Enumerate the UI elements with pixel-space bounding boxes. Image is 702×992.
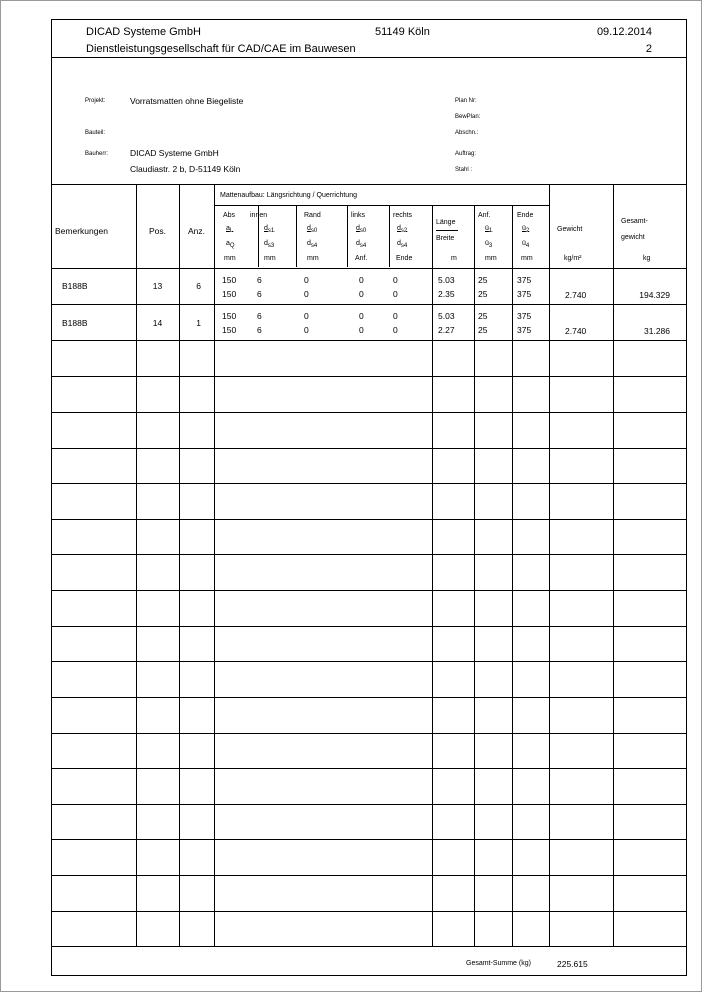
row-rand-1: 0 — [304, 311, 309, 321]
header-mattenaufbau: Mattenaufbau: Längsrichtung / Querrichtung — [220, 192, 357, 199]
row-line — [51, 590, 686, 591]
row-line — [51, 839, 686, 840]
header-links-unit: Anf. — [355, 255, 368, 262]
row-ende-2: 375 — [517, 289, 532, 299]
row-anz: 6 — [196, 281, 201, 291]
header-rand-top: $d_{s0}$ — [307, 225, 318, 234]
row-line — [51, 304, 686, 305]
row-breite: 2.27 — [438, 325, 455, 335]
col-line-gesamt — [613, 184, 614, 946]
info-divider — [51, 184, 686, 185]
document-frame — [51, 19, 687, 976]
sum-label: Gesamt-Summe (kg) — [466, 960, 531, 967]
header-anf-bot: $ü_3$ — [485, 240, 493, 249]
row-line — [51, 626, 686, 627]
row-laenge: 5.03 — [438, 311, 455, 321]
row-ende-1: 375 — [517, 275, 532, 285]
table-bottom-line — [51, 946, 686, 947]
header-rechts-unit: Ende — [396, 255, 413, 262]
row-abs-1: 150 — [222, 275, 237, 285]
row-anf-1: 25 — [478, 275, 488, 285]
bauherr-name: DICAD Systeme GmbH — [130, 148, 219, 158]
row-gewicht: 2.740 — [565, 290, 587, 300]
header-links-bot: $d_{s4}$ — [356, 240, 367, 249]
header-gesamt: Gesamt- — [621, 218, 648, 225]
row-rechts-1: 0 — [393, 275, 398, 285]
header-abs-bot: $a_Q$ — [226, 240, 235, 249]
row-abs-2: 150 — [222, 289, 237, 299]
col-line-rechts — [389, 205, 390, 267]
col-line-rand — [296, 205, 297, 267]
row-anf-2: 25 — [478, 289, 488, 299]
row-rechts-2: 0 — [393, 325, 398, 335]
row-laenge: 5.03 — [438, 275, 455, 285]
header-ende: Ende — [517, 212, 534, 219]
row-innen-2: 6 — [257, 325, 262, 335]
row-abs-1: 150 — [222, 311, 237, 321]
header-ende-bot: $ü_4$ — [522, 240, 530, 249]
company-tagline: Dienstleistungsgesellschaft für CAD/CAE im Bauwesen — [86, 43, 356, 55]
header-bemerkungen: Bemerkungen — [55, 226, 108, 236]
header-anf: Anf. — [478, 212, 491, 219]
row-bemerkung: B188B — [62, 318, 88, 328]
row-line — [51, 733, 686, 734]
row-links-1: 0 — [359, 311, 364, 321]
row-abs-2: 150 — [222, 325, 237, 335]
row-line — [51, 875, 686, 876]
header-rechts-top: $d_{s2}$ — [397, 225, 408, 234]
row-rand-2: 0 — [304, 325, 309, 335]
row-line — [51, 340, 686, 341]
header-anf-unit: mm — [485, 255, 497, 262]
row-links-2: 0 — [359, 325, 364, 335]
table-header-bottom — [51, 268, 686, 269]
header-links: links — [351, 212, 366, 219]
row-bemerkung: B188B — [62, 281, 88, 291]
bauteil-label: Bauteil: — [85, 130, 106, 136]
header-rechts-bot: $d_{s4}$ — [397, 240, 408, 249]
row-gesamt: 31.286 — [644, 326, 670, 336]
laenge-breite-divider — [436, 230, 458, 231]
header-abs: Abs — [223, 212, 236, 219]
header-ende-unit: mm — [521, 255, 533, 262]
row-rand-2: 0 — [304, 289, 309, 299]
header-links-top: $d_{s0}$ — [356, 225, 367, 234]
row-line — [51, 376, 686, 377]
row-anf-1: 25 — [478, 311, 488, 321]
row-line — [51, 804, 686, 805]
row-pos: 14 — [152, 318, 163, 328]
bauherr-address: Claudiastr. 2 b, D-51149 Köln — [130, 164, 241, 174]
row-line — [51, 768, 686, 769]
date: 09.12.2014 — [596, 26, 652, 38]
row-breite: 2.35 — [438, 289, 455, 299]
row-ende-2: 375 — [517, 325, 532, 335]
bauherr-label: Bauherr: — [85, 151, 109, 157]
header-gewicht: Gewicht — [557, 226, 583, 233]
row-ende-1: 375 — [517, 311, 532, 321]
header-innen-bot: $d_{s3}$ — [264, 240, 275, 249]
abschn-label: Abschn.: — [455, 130, 479, 136]
header-ende-top: $ü_2$ — [522, 225, 530, 234]
header-rand-bot: $d_{s4}$ — [307, 240, 318, 249]
col-line-laenge — [432, 205, 433, 946]
header-innen-top: $d_{s1}$ — [264, 225, 275, 234]
row-gewicht: 2.740 — [565, 326, 587, 336]
header-anz: Anz. — [187, 226, 205, 236]
row-line — [51, 554, 686, 555]
header-anf-top: $ü_1$ — [485, 225, 493, 234]
matten-subheader-line — [214, 205, 549, 206]
row-innen-2: 6 — [257, 289, 262, 299]
header-laenge: Länge — [436, 219, 456, 226]
header-pos: Pos. — [148, 226, 166, 236]
col-line-anz — [179, 184, 180, 946]
header-gesamt-unit: kg — [643, 255, 651, 262]
header-abs-unit: mm — [224, 255, 236, 262]
row-rechts-2: 0 — [393, 289, 398, 299]
header-breite: Breite — [436, 235, 455, 242]
row-line — [51, 412, 686, 413]
header-rand: Rand — [304, 212, 321, 219]
row-line — [51, 519, 686, 520]
header-abs-top: $a_L$ — [226, 225, 234, 234]
row-pos: 13 — [152, 281, 163, 291]
row-gesamt: 194.329 — [639, 290, 670, 300]
col-line-anf — [474, 205, 475, 946]
row-links-2: 0 — [359, 289, 364, 299]
row-links-1: 0 — [359, 275, 364, 285]
header-laenge-unit: m — [451, 255, 457, 262]
row-innen-1: 6 — [257, 275, 262, 285]
plan-nr-label: Plan Nr: — [455, 98, 477, 104]
header-gesamtgewicht: gewicht — [621, 234, 645, 241]
col-line-matten — [214, 184, 215, 946]
row-rechts-1: 0 — [393, 311, 398, 321]
col-line-links — [347, 205, 348, 267]
col-line-pos — [136, 184, 137, 946]
row-innen-1: 6 — [257, 311, 262, 321]
page-number: 2 — [645, 43, 652, 55]
row-line — [51, 661, 686, 662]
row-rand-1: 0 — [304, 275, 309, 285]
row-anf-2: 25 — [478, 325, 488, 335]
row-line — [51, 448, 686, 449]
sum-value: 225.615 — [557, 959, 588, 969]
col-line-gewicht — [549, 184, 550, 946]
projekt-label: Projekt: — [85, 98, 106, 104]
header-gewicht-unit: kg/m² — [564, 255, 582, 262]
city: 51149 Köln — [375, 26, 430, 38]
auftrag-label: Auftrag: — [455, 151, 477, 157]
header-rand-unit: mm — [307, 255, 319, 262]
company-name: DICAD Systeme GmbH — [86, 26, 201, 38]
bewplan-label: BewPlan: — [455, 114, 481, 120]
row-anz: 1 — [196, 318, 201, 328]
row-line — [51, 483, 686, 484]
header-rechts: rechts — [393, 212, 413, 219]
projekt-value: Vorratsmatten ohne Biegeliste — [130, 96, 244, 106]
header-innen: innen — [250, 212, 268, 219]
col-line-ende — [512, 205, 513, 946]
stahl-label: Stahl : — [455, 167, 473, 173]
row-line — [51, 911, 686, 912]
row-line — [51, 697, 686, 698]
header-innen-unit: mm — [264, 255, 276, 262]
header-divider — [51, 57, 686, 58]
